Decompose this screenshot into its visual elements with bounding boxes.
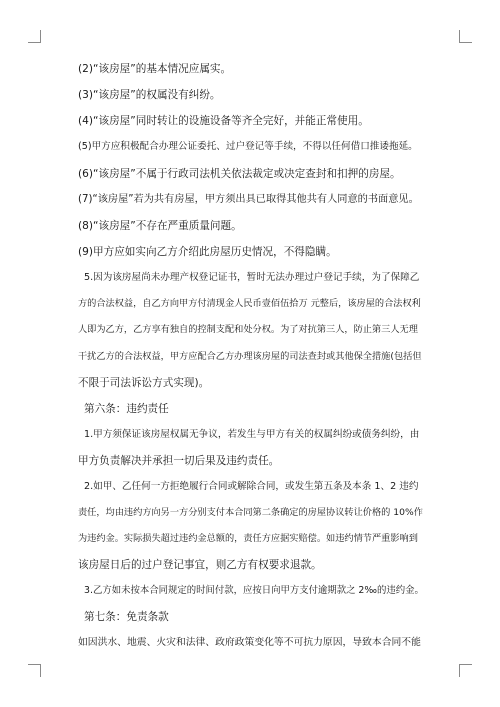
article7-heading: 第七条：免责条款: [84, 611, 169, 623]
article6-para1-line: 甲方负责解决并承担一切后果及违约责任。: [78, 455, 280, 467]
article6-para3: 3.乙方如未按本合同规定的时间付款，应按日向甲方支付逾期款之 2‰的违约金。: [84, 585, 424, 596]
clause5-line: 人即为乙方，乙方享有独自的控制支配和处分权。为了对抗第三人，防止第三人无理: [78, 324, 418, 335]
crop-mark-top-left: [28, 30, 41, 43]
clause5-line: 方的合法权益，自乙方向甲方付清现金人民币壹佰伍拾万 元整后，该房屋的合法权利: [78, 298, 421, 309]
list-item: (9)甲方应如实向乙方介绍此房屋历史情况，不得隐瞒。: [78, 246, 337, 258]
article6-para2-line: 为违约金。实际损失超过违约金总额的，责任方应据实赔偿。如违约情节严重影响到: [78, 533, 418, 544]
list-item: (5)甲方应积极配合办理公证委托、过户登记等手续，不得以任何借口推诿拖延。: [78, 141, 418, 152]
list-item: (6)“该房屋”不属于行政司法机关依法裁定或决定查封和扣押的房屋。: [78, 168, 401, 180]
article6-para2-line: 2.如甲、乙任何一方拒绝履行合同或解除合同，或发生第五条及本条 1、2 违约: [84, 481, 419, 492]
clause5-line: 干扰乙方的合法权益，甲方应配合乙方办理该房屋的司法查封或其他保全措施(包括但: [78, 351, 422, 362]
article6-para1-line: 1.甲方须保证该房屋权属无争议，若发生与甲方有关的权属纠纷或债务纠纷，由: [84, 429, 420, 440]
list-item: (7)“该房屋”若为共有房屋，甲方须出具已取得其他共有人同意的书面意见。: [78, 194, 419, 205]
clause5-line: 不限于司法诉讼方式实现)。: [78, 377, 210, 389]
crop-mark-bottom-right: [459, 664, 472, 677]
article6-heading: 第六条：违约责任: [84, 403, 169, 415]
article7-para1: 如因洪水、地震、火灾和法律、政府政策变化等不可抗力原因，导致本合同不能: [78, 637, 421, 648]
list-item: (8)“该房屋”不存在严重质量问题。: [78, 220, 242, 232]
list-item: (4)“该房屋”同时转让的设施设备等齐全完好，并能正常使用。: [78, 115, 369, 127]
clause5-line: 5.因为该房屋尚未办理产权登记证书，暂时无法办理过户登记手续，为了保障乙: [84, 272, 420, 283]
crop-mark-top-right: [459, 30, 472, 43]
crop-mark-bottom-left: [28, 664, 41, 677]
list-item: (3)“该房屋”的权属没有纠纷。: [78, 89, 221, 101]
list-item: (2)“该房屋”的基本情况应属实。: [78, 63, 232, 75]
article6-para2-line: 该房屋日后的过户登记事宜，则乙方有权要求退款。: [78, 559, 322, 571]
article6-para2-line: 责任，均由违约方向另一方分别支付本合同第二条确定的房屋协议转让价格的 10%作: [78, 507, 423, 518]
